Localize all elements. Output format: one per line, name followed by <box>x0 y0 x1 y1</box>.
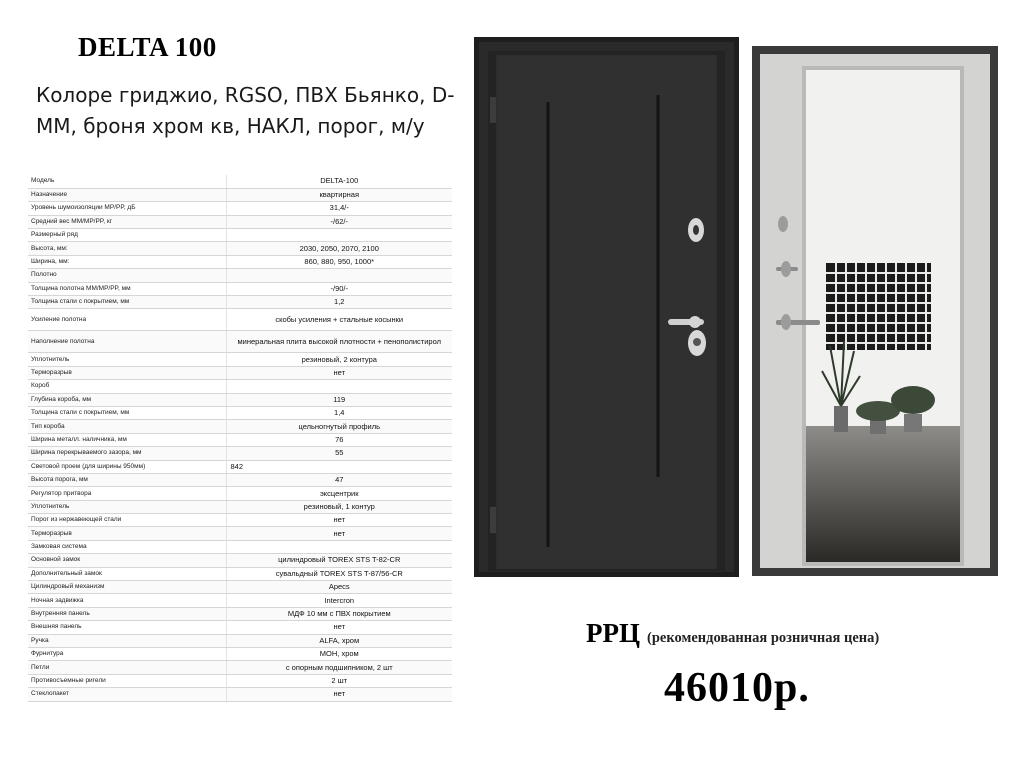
spec-key: Дополнительный замок <box>28 567 226 580</box>
spec-value: DELTA-100 <box>226 175 452 188</box>
table-row <box>28 581 452 594</box>
table-row <box>28 433 452 446</box>
table-row <box>28 420 452 433</box>
spec-value: цельногнутый профиль <box>226 420 452 433</box>
spec-value <box>226 229 452 242</box>
spec-key: Регулятор притвора <box>28 487 226 500</box>
table-row <box>28 674 452 687</box>
spec-value: 47 <box>226 473 452 486</box>
spec-value: сувальдный TOREX STS T-87/56-CR <box>226 567 452 580</box>
spec-value: 1,4 <box>226 406 452 419</box>
spec-value: нет <box>226 366 452 379</box>
spec-value: -/90/- <box>226 282 452 295</box>
table-row <box>28 366 452 379</box>
table-row <box>28 500 452 513</box>
spec-value: Apecs <box>226 581 452 594</box>
spec-value: МДФ 10 мм с ПВХ покрытием <box>226 607 452 620</box>
table-row <box>28 540 452 553</box>
spec-key: Глубина короба, мм <box>28 393 226 406</box>
spec-key: Тип короба <box>28 420 226 433</box>
table-row <box>28 282 452 295</box>
spec-value: с опорным подшипником, 2 шт <box>226 661 452 674</box>
spec-key: Наполнение полотна <box>28 331 226 353</box>
spec-key: Петли <box>28 661 226 674</box>
table-row <box>28 621 452 634</box>
table-row <box>28 380 452 393</box>
table-row <box>28 269 452 282</box>
spec-table <box>28 175 452 702</box>
table-row <box>28 648 452 661</box>
spec-value: ALFA, хром <box>226 634 452 647</box>
page-title: DELTA 100 <box>78 32 217 62</box>
spec-key: Уровень шумоизоляции MP/PP, дБ <box>28 202 226 215</box>
table-row <box>28 460 452 473</box>
spec-key: Модель <box>28 175 226 188</box>
spec-value: нет <box>226 621 452 634</box>
spec-key: Короб <box>28 380 226 393</box>
spec-value: 55 <box>226 447 452 460</box>
spec-value <box>226 380 452 393</box>
spec-key: Усиление полотна <box>28 309 226 331</box>
spec-key: Толщина стали с покрытием, мм <box>28 296 226 309</box>
spec-value: 1,2 <box>226 296 452 309</box>
spec-key: Терморазрыв <box>28 366 226 379</box>
spec-key: Ночная задвижка <box>28 594 226 607</box>
spec-value: резиновый, 1 контур <box>226 500 452 513</box>
table-row <box>28 514 452 527</box>
spec-key: Замковая система <box>28 540 226 553</box>
spec-key: Толщина полотна MM/MP/PP, мм <box>28 282 226 295</box>
table-row <box>28 554 452 567</box>
spec-value: 119 <box>226 393 452 406</box>
spec-key: Толщина стали с покрытием, мм <box>28 406 226 419</box>
spec-value: эксцентрик <box>226 487 452 500</box>
spec-key: Терморазрыв <box>28 527 226 540</box>
spec-value <box>226 269 452 282</box>
spec-value: 842 <box>226 460 452 473</box>
spec-value: 2 шт <box>226 674 452 687</box>
table-row <box>28 447 452 460</box>
table-row <box>28 309 452 331</box>
spec-key: Порог из нержавеющей стали <box>28 514 226 527</box>
table-row <box>28 393 452 406</box>
price-label-block <box>586 618 879 649</box>
spec-value: минеральная плита высокой плотности + пенополистирол <box>226 331 452 353</box>
spec-value: -/62/- <box>226 215 452 228</box>
spec-value: квартирная <box>226 188 452 201</box>
door-inside-mirror-image <box>752 46 998 576</box>
spec-value: резиновый, 2 контура <box>226 353 452 366</box>
price-note: (рекомендованная розничная цена) <box>647 630 880 646</box>
spec-key: Ширина перекрываемого зазора, мм <box>28 447 226 460</box>
table-row <box>28 255 452 268</box>
spec-value: МОН, хром <box>226 648 452 661</box>
table-row <box>28 487 452 500</box>
table-row <box>28 175 452 188</box>
spec-value: нет <box>226 527 452 540</box>
spec-value: 2030, 2050, 2070, 2100 <box>226 242 452 255</box>
spec-value: нет <box>226 514 452 527</box>
table-row <box>28 353 452 366</box>
spec-value: скобы усиления + стальные косынки <box>226 309 452 331</box>
spec-key: Основной замок <box>28 554 226 567</box>
table-row <box>28 473 452 486</box>
table-row <box>28 202 452 215</box>
spec-key: Противосъемные ригели <box>28 674 226 687</box>
spec-value: цилиндровый TOREX STS T-82-CR <box>226 554 452 567</box>
spec-key: Высота порога, мм <box>28 473 226 486</box>
spec-key: Световой проем (для ширины 950мм) <box>28 460 226 473</box>
spec-value: 860, 880, 950, 1000* <box>226 255 452 268</box>
spec-key: Ширина металл. наличника, мм <box>28 433 226 446</box>
spec-value <box>226 540 452 553</box>
table-row <box>28 215 452 228</box>
table-row <box>28 242 452 255</box>
table-row <box>28 688 452 701</box>
table-row <box>28 406 452 419</box>
spec-key: Высота, мм: <box>28 242 226 255</box>
spec-value: 76 <box>226 433 452 446</box>
price-value: 46010р. <box>664 665 810 711</box>
door-description: Колоре гриджио, RGSO, ПВХ Бьянко, D-MM, броня хром кв, НАКЛ, порог, м/у <box>36 83 455 138</box>
table-row <box>28 331 452 353</box>
spec-value: Intercron <box>226 594 452 607</box>
table-row <box>28 229 452 242</box>
spec-key: Внешняя панель <box>28 621 226 634</box>
table-row <box>28 188 452 201</box>
spec-key: Размерный ряд <box>28 229 226 242</box>
spec-key: Уплотнитель <box>28 500 226 513</box>
price-label: РРЦ <box>586 618 640 648</box>
spec-value: нет <box>226 688 452 701</box>
spec-key: Ручка <box>28 634 226 647</box>
spec-key: Цилиндровый механизм <box>28 581 226 594</box>
spec-key: Внутренняя панель <box>28 607 226 620</box>
spec-key: Назначение <box>28 188 226 201</box>
spec-key: Ширина, мм: <box>28 255 226 268</box>
table-row <box>28 661 452 674</box>
table-row <box>28 567 452 580</box>
spec-key: Фурнитура <box>28 648 226 661</box>
table-row <box>28 634 452 647</box>
spec-key: Средний вес MM/MP/PP, кг <box>28 215 226 228</box>
spec-key: Стеклопакет <box>28 688 226 701</box>
table-row <box>28 527 452 540</box>
table-row <box>28 296 452 309</box>
spec-key: Уплотнитель <box>28 353 226 366</box>
spec-key: Полотно <box>28 269 226 282</box>
table-row <box>28 594 452 607</box>
door-outside-image <box>474 37 739 577</box>
table-row <box>28 607 452 620</box>
spec-value: 31,4/- <box>226 202 452 215</box>
